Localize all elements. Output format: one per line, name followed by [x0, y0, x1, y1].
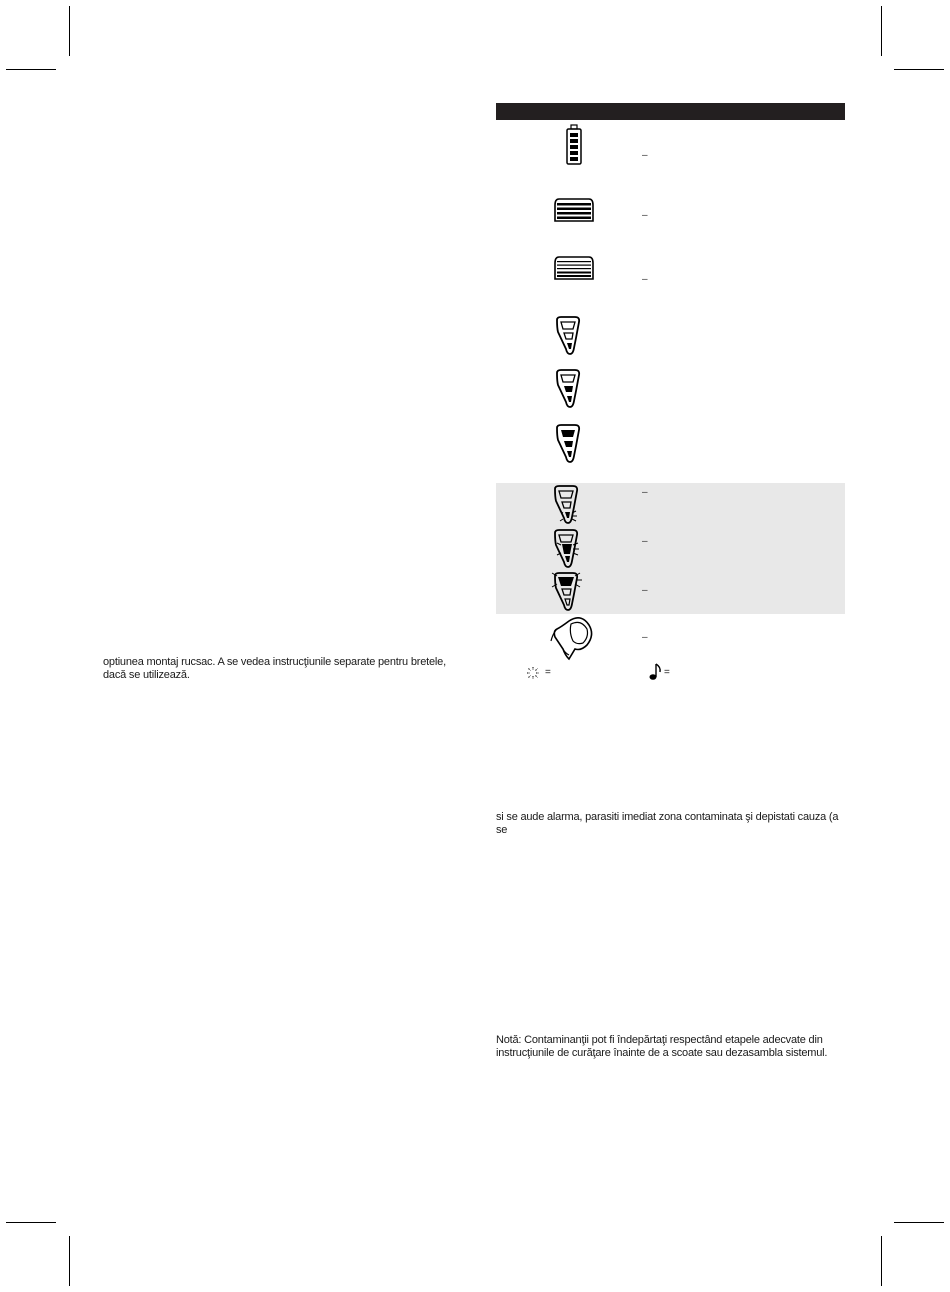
sound-legend-equals: =: [664, 667, 670, 678]
flash-symbol-icon: [526, 666, 540, 680]
note-line-1: Notă: Contaminanţii pot fi îndepărtaţi respectând etapele adecvate din: [496, 1034, 823, 1046]
row-low-flashing-dash: –: [642, 487, 648, 498]
row-hood-dash: –: [642, 632, 648, 643]
crop-mark-bottom-right-vertical: [881, 1236, 882, 1286]
crop-mark-bottom-right-horizontal: [894, 1222, 944, 1223]
row-high-flashing-dash: –: [642, 585, 648, 596]
crop-mark-bottom-left-vertical: [69, 1236, 70, 1286]
airflow-indicator-high-icon: [554, 424, 582, 464]
crop-mark-top-right-horizontal: [894, 69, 944, 70]
row-filter-partial-dash: –: [642, 274, 648, 285]
crop-mark-top-right-vertical: [881, 6, 882, 56]
left-paragraph-line-1: optiunea montaj rucsac. A se vedea instrucţiunile separate pentru bretele,: [103, 656, 446, 668]
airflow-indicator-low-flashing-icon: [552, 485, 586, 525]
filter-partial-icon: [553, 255, 595, 282]
battery-level-icon: [565, 124, 583, 166]
crop-mark-bottom-left-horizontal: [6, 1222, 56, 1223]
airflow-indicator-high-flashing-icon: [550, 572, 586, 612]
sound-note-icon: [649, 663, 663, 681]
alarm-instruction-text: si se aude alarma, parasiti imediat zona contaminata şi depistati cauza (a se: [496, 811, 839, 836]
note-line-2: instrucţiunile de curăţare înainte de a scoate sau dezasambla sistemul.: [496, 1047, 828, 1059]
filter-full-icon: [553, 197, 595, 224]
indicator-table-header: [496, 103, 845, 120]
row-medium-flashing-dash: –: [642, 536, 648, 547]
left-paragraph: [103, 656, 448, 682]
airflow-indicator-medium-flashing-icon: [552, 529, 586, 569]
left-paragraph-line-2: dacă se utilizează.: [103, 669, 190, 681]
airflow-indicator-medium-icon: [554, 369, 582, 409]
note-paragraph: [496, 1034, 846, 1060]
airflow-indicator-low-icon: [554, 316, 582, 356]
alarm-rows-highlight: [496, 483, 845, 614]
row-battery-dash: –: [642, 150, 648, 161]
row-filter-full-dash: –: [642, 210, 648, 221]
flash-legend-equals: =: [545, 667, 551, 678]
hood-icon: [547, 615, 595, 661]
crop-mark-top-left-horizontal: [6, 69, 56, 70]
crop-mark-top-left-vertical: [69, 6, 70, 56]
